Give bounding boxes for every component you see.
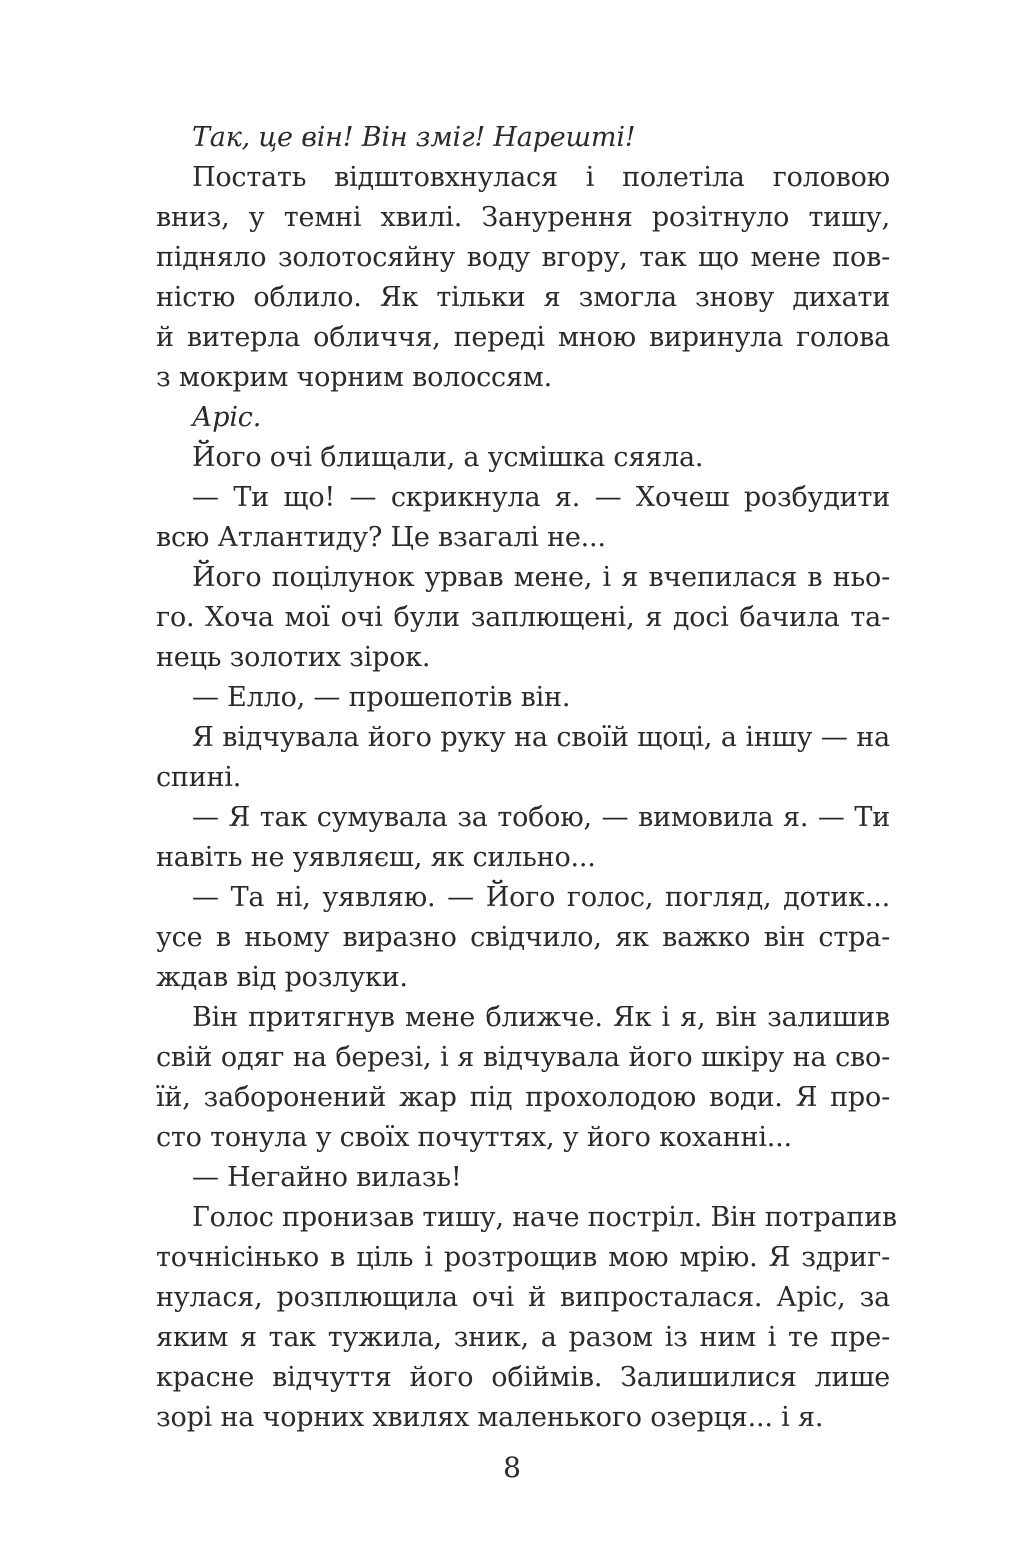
text-line: зорі на чорних хвилях маленького озерця... і я. — [156, 1402, 824, 1433]
text-line: ждав від розлуки. — [156, 962, 408, 993]
text-line: всю Атлантиду? Це взагалі не... — [156, 522, 606, 553]
text-line: їй, заборонений жар під прохолодою води. Я про- — [156, 1082, 890, 1113]
text-line: вниз, у темні хвилі. Занурення розітнуло тишу, — [156, 202, 890, 233]
text-line: го. Хоча мої очі були заплющені, я досі бачила та- — [156, 602, 890, 633]
text-line: Постать відштовхнулася і полетіла головою — [192, 162, 890, 193]
text-line: усе в ньому виразно свідчило, як важко він стра- — [156, 922, 890, 953]
text-line: підняло золотосяйну воду вгору, так що мене пов- — [156, 242, 890, 273]
text-line: красне відчуття його обіймів. Залишилися лише — [156, 1362, 890, 1393]
text-line: Так, це він! Він зміг! Нарешті! — [192, 122, 636, 153]
text-line: нець золотих зірок. — [156, 642, 431, 673]
text-line: Я відчувала його руку на своїй щоці, а іншу — на — [192, 722, 890, 753]
text-line: точнісінько в ціль і розтрощив мою мрію. Я здриг- — [156, 1242, 890, 1273]
page-number: 8 — [503, 1451, 521, 1484]
text-line: з мокрим чорним волоссям. — [156, 362, 552, 393]
text-line: — Негайно вилазь! — [192, 1162, 462, 1193]
text-line: Його очі блищали, а усмішка сяяла. — [192, 442, 704, 473]
body-text — [156, 118, 897, 1438]
text-line: сто тонула у своїх почуттях, у його коханні... — [156, 1122, 792, 1153]
text-line: свій одяг на березі, і я відчувала його шкіру на сво- — [156, 1042, 890, 1073]
text-line: спині. — [156, 762, 242, 793]
text-line: Голос пронизав тишу, наче постріл. Він потрапив — [192, 1202, 897, 1233]
text-line: ністю облило. Як тільки я змогла знову дихати — [156, 282, 890, 313]
text-line: нулася, розплющила очі й випросталася. Аріс, за — [156, 1282, 890, 1313]
text-line: Він притягнув мене ближче. Як і я, він залишив — [192, 1002, 890, 1033]
text-line: — Елло, — прошепотів він. — [192, 682, 571, 713]
text-line: Аріс. — [192, 402, 262, 433]
text-line: Його поцілунок урвав мене, і я вчепилася в ньо- — [192, 562, 890, 593]
text-line: навіть не уявляєш, як сильно... — [156, 842, 596, 873]
text-line: — Я так сумувала за тобою, — вимовила я. — Ти — [192, 802, 890, 833]
text-line: — Ти що! — скрикнула я. — Хочеш розбудити — [192, 482, 890, 513]
text-line: й витерла обличчя, переді мною виринула голова — [156, 322, 890, 353]
text-line: яким я так тужила, зник, а разом із ним і те пре- — [156, 1322, 890, 1353]
text-line: — Та ні, уявляю. — Його голос, погляд, дотик... — [192, 882, 890, 913]
